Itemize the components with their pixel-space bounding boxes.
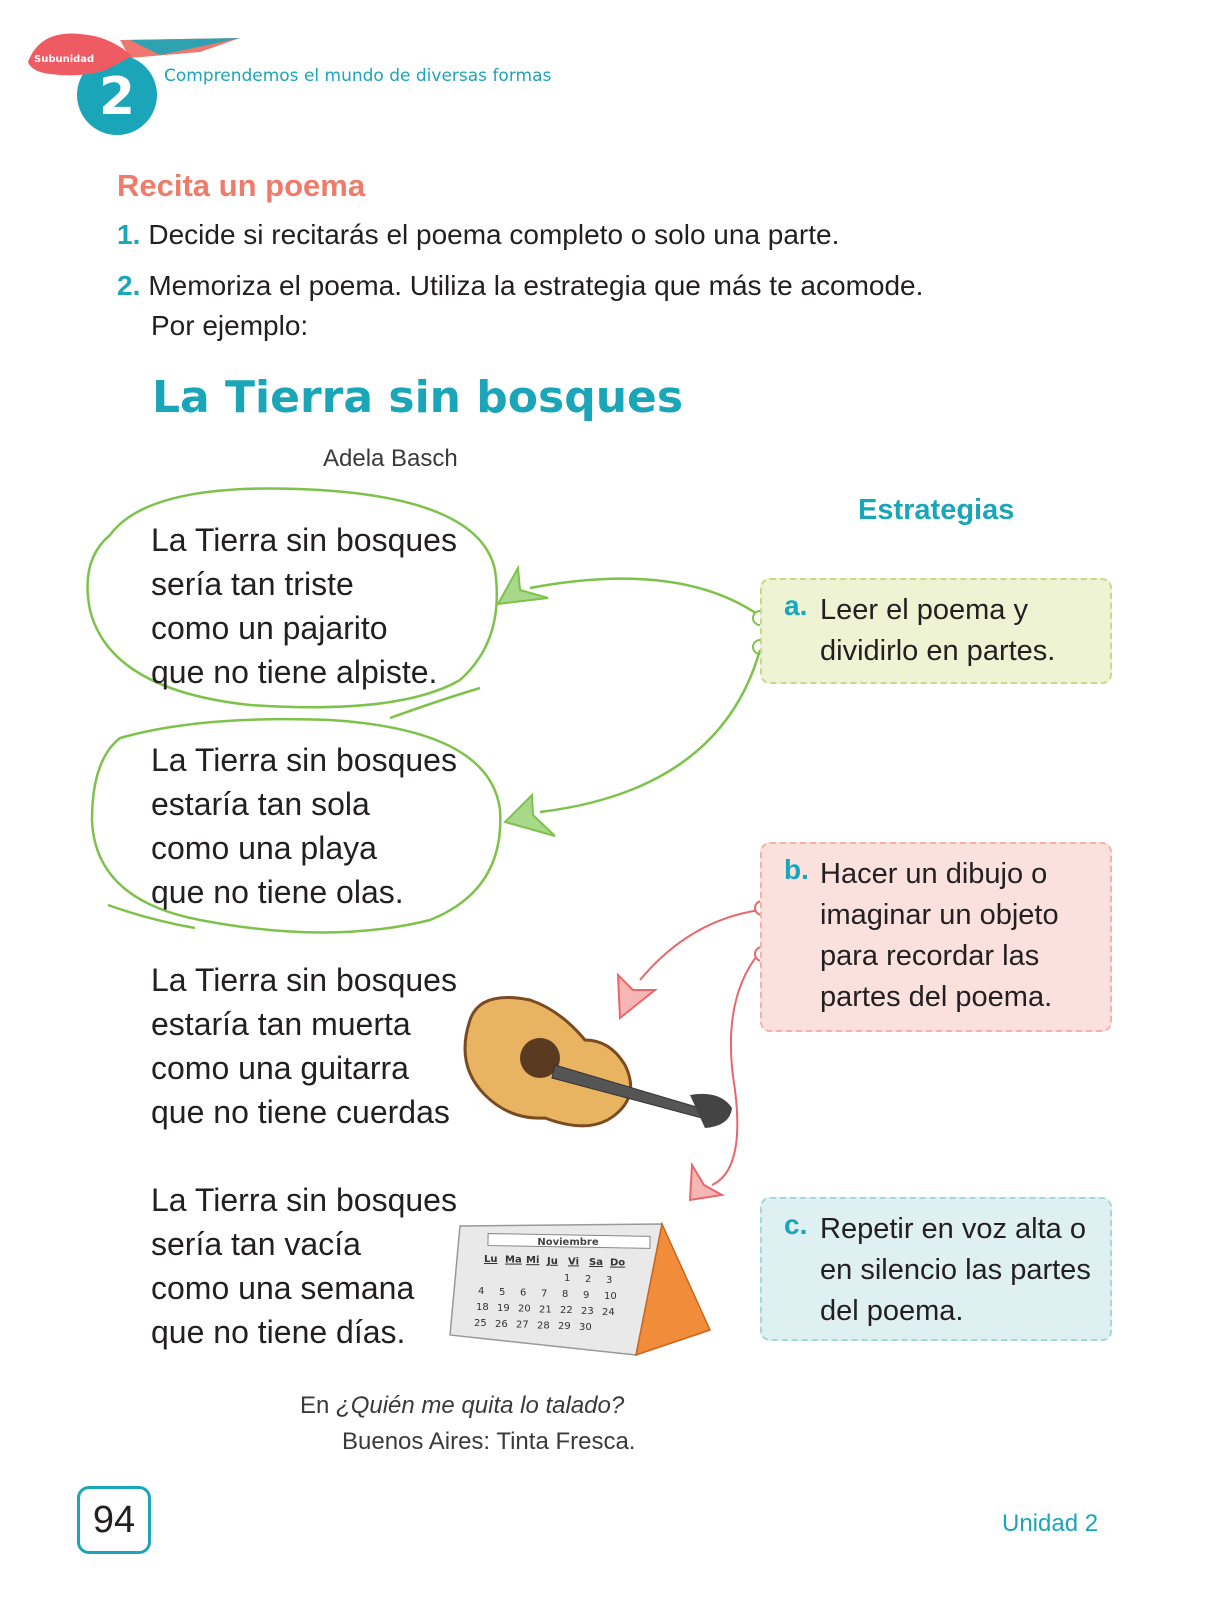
poem-line: que no tiene días. [151, 1314, 406, 1350]
unit-label: Unidad 2 [1002, 1510, 1099, 1537]
strategy-letter: b. [784, 854, 809, 885]
subunit-label: Subunidad [34, 54, 95, 65]
calendar-day: 23 [581, 1306, 594, 1317]
calendar-day: 26 [495, 1318, 508, 1330]
calendar-weekday: Ma [505, 1254, 522, 1266]
poem-line: estaría tan muerta [151, 1006, 411, 1042]
poem-author: Adela Basch [323, 445, 458, 472]
strategy-line: Repetir en voz alta o [820, 1213, 1086, 1245]
calendar-day: 6 [520, 1287, 527, 1299]
poem-line: como una guitarra [151, 1050, 409, 1086]
arrow-strategy-b-to-guitar [640, 910, 760, 980]
poem-line: sería tan triste [151, 566, 354, 602]
strategy-c-box [760, 1197, 1112, 1341]
calendar-day: 27 [516, 1319, 529, 1331]
strategy-line: Hacer un dibujo o [820, 858, 1048, 890]
strategy-line: en silencio las partes [820, 1254, 1091, 1286]
step-text: Memoriza el poema. Utiliza la estrategia que más te acomode. [148, 270, 924, 301]
poem-stanza-4 [151, 1178, 457, 1354]
strategy-a-box [760, 578, 1112, 684]
calendar-day: 20 [518, 1303, 531, 1315]
step-text-continued: Por ejemplo: [151, 310, 309, 341]
calendar-month: Noviembre [537, 1237, 599, 1248]
arrow-strategy-a-to-stanza-2 [540, 650, 760, 812]
source-publisher: Buenos Aires: Tinta Fresca. [342, 1428, 636, 1455]
step-number: 1. [117, 219, 141, 250]
poem-stanza-2 [151, 738, 457, 914]
calendar-day: 21 [539, 1304, 552, 1316]
strategy-line: del poema. [820, 1295, 964, 1327]
strategies-heading: Estrategias [858, 494, 1015, 526]
section-title: Recita un poema [117, 168, 366, 203]
calendar-weekday: Vi [568, 1256, 579, 1268]
strategy-line: partes del poema. [820, 981, 1053, 1013]
poem-line: como un pajarito [151, 610, 388, 646]
poem-line: como una semana [151, 1270, 415, 1306]
strategy-line: Leer el poema y [820, 594, 1028, 626]
calendar-weekday: Sa [589, 1257, 603, 1268]
source-prefix: En [300, 1392, 337, 1419]
strategy-letter: c. [784, 1209, 808, 1240]
calendar-weekday: Do [610, 1257, 626, 1269]
calendar-day: 9 [583, 1290, 590, 1301]
calendar-day: 18 [476, 1302, 489, 1313]
strategy-letter: a. [784, 590, 808, 621]
arrow-strategy-a-to-stanza-1 [530, 579, 760, 616]
calendar-day: 8 [562, 1289, 569, 1301]
strategy-line: dividirlo en partes. [820, 635, 1056, 667]
poem-line: La Tierra sin bosques [151, 1182, 457, 1218]
calendar-day: 24 [602, 1306, 615, 1318]
calendar-day: 28 [537, 1320, 550, 1332]
calendar-day: 7 [541, 1288, 548, 1300]
source-book-title: ¿Quién me quita lo talado? [336, 1392, 625, 1419]
calendar-day: 4 [478, 1286, 485, 1297]
poem-source [300, 1392, 624, 1420]
poem-line: que no tiene alpiste. [151, 654, 438, 690]
calendar-day: 5 [499, 1286, 506, 1298]
poem-line: que no tiene olas. [151, 874, 404, 910]
poem-line: La Tierra sin bosques [151, 962, 457, 998]
calendar-day: 19 [497, 1302, 510, 1314]
poem-title: La Tierra sin bosques [152, 372, 684, 423]
calendar-day: 25 [474, 1318, 487, 1329]
poem-stanza-1 [151, 518, 457, 694]
guitar-icon [465, 998, 732, 1129]
page-number: 94 [77, 1486, 151, 1554]
poem-line: La Tierra sin bosques [151, 742, 457, 778]
calendar-day: 22 [560, 1305, 573, 1317]
calendar-day: 29 [558, 1321, 571, 1333]
poem-line: sería tan vacía [151, 1226, 361, 1262]
calendar-weekday: Ju [547, 1255, 558, 1267]
arrowhead-icon [505, 795, 555, 836]
poem-stanza-3 [151, 958, 457, 1134]
step-text: Decide si recitarás el poema completo o solo una parte. [148, 219, 840, 250]
calendar-day: 1 [564, 1273, 571, 1285]
step-number: 2. [117, 270, 141, 301]
calendar-day: 10 [604, 1290, 617, 1302]
subunit-number: 2 [98, 67, 136, 127]
arrow-strategy-b-to-calendar [712, 952, 760, 1185]
calendar-weekday: Mi [526, 1255, 540, 1267]
calendar-weekday: Lu [484, 1254, 498, 1265]
poem-line: La Tierra sin bosques [151, 522, 457, 558]
header-title: Comprendemos el mundo de diversas formas [164, 66, 552, 86]
strategy-b-box [760, 842, 1112, 1032]
arrowhead-icon [618, 975, 655, 1018]
calendar-day: 2 [585, 1274, 592, 1285]
strategy-line: para recordar las [820, 940, 1040, 972]
poem-line: estaría tan sola [151, 786, 370, 822]
strategy-line: imaginar un objeto [820, 899, 1059, 931]
poem-line: que no tiene cuerdas [151, 1094, 450, 1130]
calendar-day: 3 [606, 1274, 613, 1286]
calendar-day: 30 [579, 1322, 592, 1333]
poem-line: como una playa [151, 830, 377, 866]
